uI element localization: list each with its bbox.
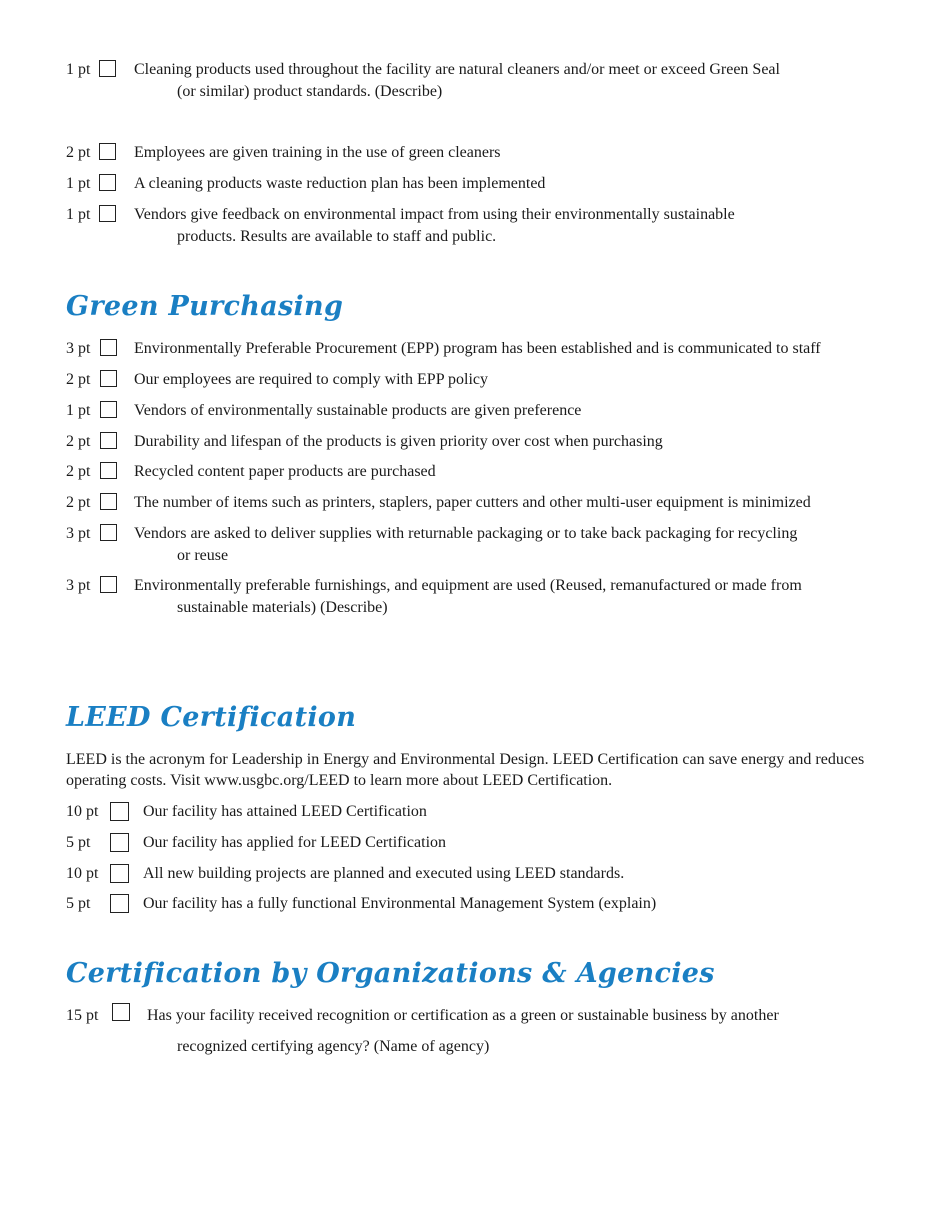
item-text: Our facility has a fully functional Environmental Management System (explain) xyxy=(143,895,657,912)
points-label: 1 pt xyxy=(66,61,91,78)
points-label: 2 pt xyxy=(66,494,91,511)
checkbox[interactable] xyxy=(99,174,116,191)
checkbox[interactable] xyxy=(99,143,116,160)
points-label: 2 pt xyxy=(66,433,91,450)
points-label: 5 pt xyxy=(66,895,91,912)
item-text: Our facility has applied for LEED Certification xyxy=(143,834,447,851)
points-label: 1 pt xyxy=(66,175,91,192)
checkbox[interactable] xyxy=(100,524,117,541)
checkbox[interactable] xyxy=(100,576,117,593)
points-label: 1 pt xyxy=(66,402,91,419)
item-text: The number of items such as printers, staplers, paper cutters and other multi-user equipment is minimized xyxy=(134,494,811,511)
item-text: Vendors of environmentally sustainable products are given preference xyxy=(134,402,582,419)
item-text: Cleaning products used throughout the facility are natural cleaners and/or meet or exceed Green Seal (or similar) product standards. (Describe) xyxy=(134,61,780,100)
item-text: A cleaning products waste reduction plan has been implemented xyxy=(134,175,546,192)
item-text: Durability and lifespan of the products is given priority over cost when purchasing xyxy=(134,433,663,450)
checkbox[interactable] xyxy=(100,462,117,479)
points-label: 3 pt xyxy=(66,525,91,542)
item-text: Employees are given training in the use of green cleaners xyxy=(134,144,501,161)
section-title-leed: LEED Certification xyxy=(66,702,357,733)
checkbox[interactable] xyxy=(110,894,129,913)
points-label: 3 pt xyxy=(66,577,91,594)
points-label: 10 pt xyxy=(66,803,99,820)
checkbox[interactable] xyxy=(112,1003,130,1021)
points-label: 1 pt xyxy=(66,206,91,223)
item-text: Has your facility received recognition or certification as a green or sustainable business by another recognized certifying agency? (Name of agency) xyxy=(147,1007,779,1055)
checkbox[interactable] xyxy=(100,432,117,449)
section-title-green-purchasing: Green Purchasing xyxy=(66,291,344,322)
checkbox[interactable] xyxy=(110,802,129,821)
item-text: Our facility has attained LEED Certification xyxy=(143,803,427,820)
checkbox[interactable] xyxy=(110,833,129,852)
checkbox[interactable] xyxy=(99,205,116,222)
item-text: Recycled content paper products are purchased xyxy=(134,463,436,480)
leed-intro: LEED is the acronym for Leadership in Energy and Environmental Design. LEED Certification can save energy and reduces operating costs. Visit www.usgbc.org/LEED to learn more about LEED Certification. xyxy=(66,751,865,789)
checkbox[interactable] xyxy=(100,493,117,510)
points-label: 5 pt xyxy=(66,834,91,851)
points-label: 3 pt xyxy=(66,340,91,357)
checkbox[interactable] xyxy=(100,339,117,356)
points-label: 2 pt xyxy=(66,463,91,480)
points-label: 2 pt xyxy=(66,144,91,161)
points-label: 15 pt xyxy=(66,1007,99,1024)
section-title-certification: Certification by Organizations & Agencies xyxy=(66,958,715,989)
points-label: 10 pt xyxy=(66,865,99,882)
item-text: All new building projects are planned and executed using LEED standards. xyxy=(143,865,625,882)
item-text: Environmentally Preferable Procurement (EPP) program has been established and is communicated to staff xyxy=(134,340,821,357)
checkbox[interactable] xyxy=(100,401,117,418)
checkbox[interactable] xyxy=(100,370,117,387)
checkbox[interactable] xyxy=(99,60,116,77)
item-text: Vendors are asked to deliver supplies with returnable packaging or to take back packaging for recycling or reuse xyxy=(134,525,798,564)
item-text: Our employees are required to comply with EPP policy xyxy=(134,371,488,388)
item-text: Environmentally preferable furnishings, and equipment are used (Reused, remanufactured or made from sustainable materials) (Describe) xyxy=(134,577,802,616)
checkbox[interactable] xyxy=(110,864,129,883)
points-label: 2 pt xyxy=(66,371,91,388)
item-text: Vendors give feedback on environmental impact from using their environmentally sustainable products. Results are available to staff and public. xyxy=(134,206,735,245)
